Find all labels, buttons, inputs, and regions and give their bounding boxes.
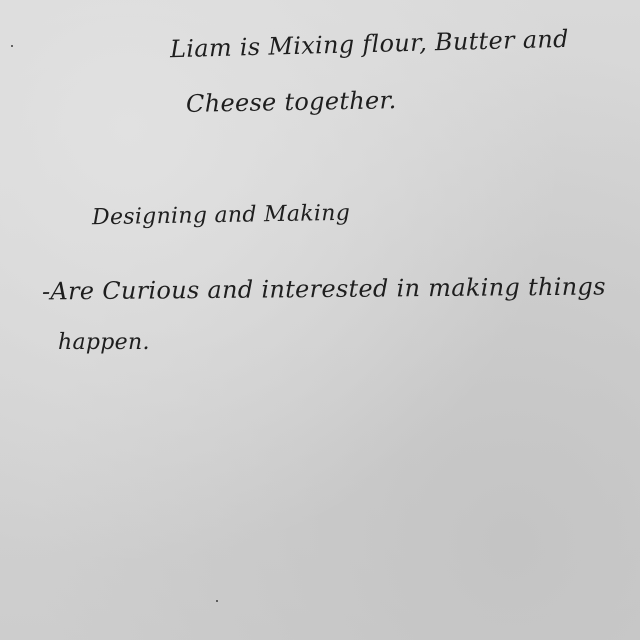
bullet-line: -Are Curious and interested in making things	[41, 272, 606, 306]
ink-speck	[11, 45, 13, 47]
ink-speck	[216, 600, 218, 602]
bullet-line-continuation: happen.	[58, 330, 150, 355]
handwritten-line-1: Liam is Mixing flour, Butter and	[169, 24, 570, 64]
section-heading: Designing and Making	[91, 200, 351, 231]
handwritten-line-2: Cheese together.	[185, 86, 397, 118]
